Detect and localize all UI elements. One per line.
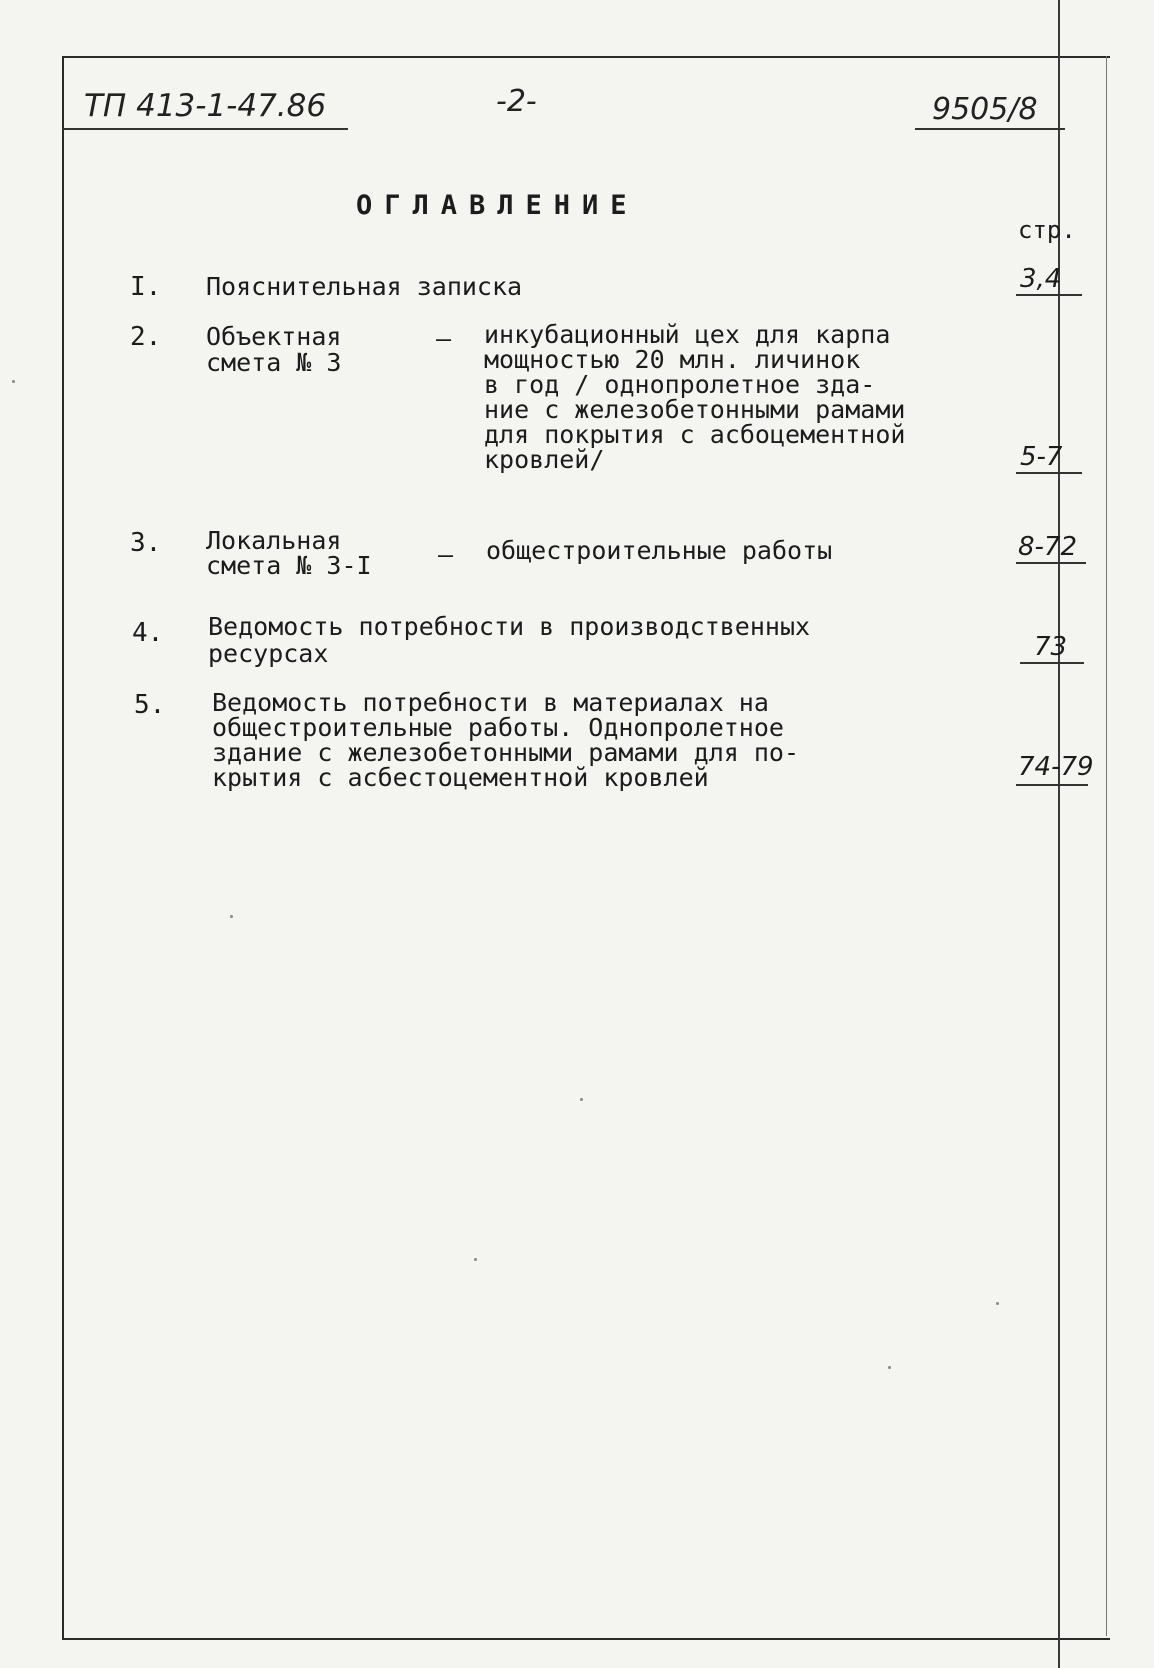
item-number: 4. [132,618,164,648]
scan-speck [230,915,233,918]
item-pages: 5-7 [1020,442,1063,472]
item-number: 3. [130,528,162,558]
item-dash: – [436,324,452,353]
item-name: Пояснительная записка [206,272,523,301]
item-pages: 8-72 [1018,532,1078,562]
item-name-line: смета № 3 [206,348,342,377]
project-code: ТП 413-1-47.86 [84,88,327,124]
project-code-underline [62,128,348,130]
item-name-line: общестроительные работы. Однопролетное [212,713,784,742]
margin-line [1058,0,1060,1668]
item-desc-line: в год / однопролетное зда- [484,370,876,399]
scan-speck [580,1098,583,1101]
item-pages-underline [1016,472,1082,474]
page-column-label: стр. [1018,216,1076,244]
item-number: I. [130,272,162,302]
scan-speck [888,1366,891,1369]
item-pages: 73 [1034,632,1068,662]
item-pages: 74-79 [1018,752,1094,782]
item-name-line: крытия с асбестоцементной кровлей [212,763,709,792]
item-name-line: здание с железобетонными рамами для по- [212,738,799,767]
item-name-line: Ведомость потребности в производственных [208,612,811,641]
item-pages: 3,4 [1020,264,1062,294]
sheet-number: -2- [496,84,537,119]
item-desc-line: для покрытия с асбоцементной [484,420,906,449]
item-number: 5. [134,690,166,720]
item-desc-line: общестроительные работы [486,536,833,565]
item-number: 2. [130,322,162,352]
page-title: ОГЛАВЛЕНИЕ [356,190,639,221]
scan-speck [474,1258,477,1261]
item-name-line: Объектная [206,322,342,351]
item-pages-underline [1016,562,1086,564]
item-name-line: Локальная [206,526,342,555]
item-name-line: Ведомость потребности в материалах на [212,688,769,717]
item-desc-line: мощностью 20 млн. личинок [484,345,861,374]
frame-right-line [1106,56,1107,1636]
scan-speck [12,380,15,383]
item-pages-underline [1020,662,1084,664]
item-name-line: смета № 3-I [206,551,372,580]
item-name-line: ресурсах [208,639,329,668]
scan-speck [996,1302,999,1305]
item-desc-line: инкубационный цех для карпа [484,320,891,349]
item-dash: – [438,540,454,569]
item-desc-line: кровлей/ [484,445,605,474]
document-number-underline [915,128,1065,130]
item-pages-underline [1016,294,1082,296]
item-desc-line: ние с железобетонными рамами [484,395,906,424]
document-number: 9505/8 [932,92,1038,127]
item-pages-underline [1016,784,1088,786]
